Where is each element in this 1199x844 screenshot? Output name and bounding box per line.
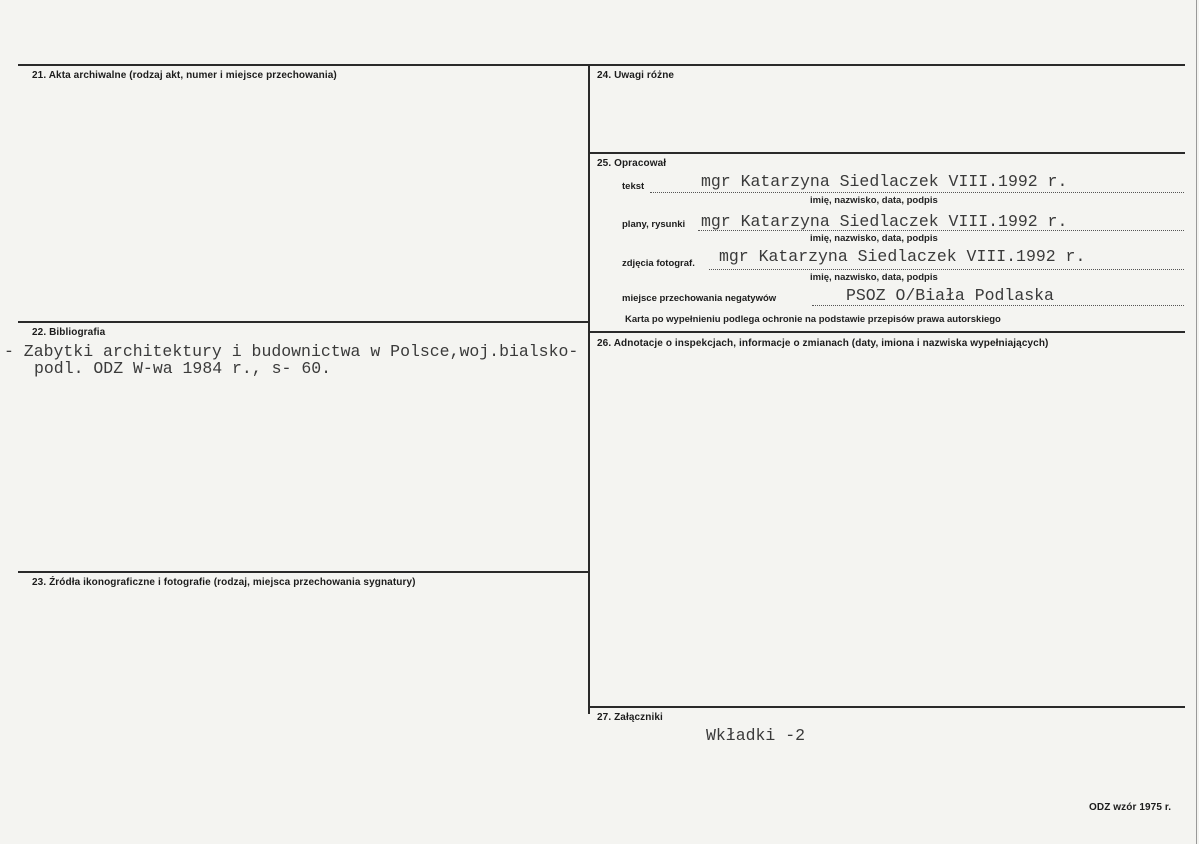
row-plany-caption: imię, nazwisko, data, podpis	[810, 233, 938, 244]
section-26-label: 26. Adnotacje o inspekcjach, informacje o zmianach (daty, imiona i nazwiska wypełniających)	[597, 338, 1049, 349]
section-21-label: 21. Akta archiwalne (rodzaj akt, numer i miejsce przechowania)	[32, 70, 337, 81]
row-tekst-value: mgr Katarzyna Siedlaczek VIII.1992 r.	[701, 172, 1068, 191]
row-tekst-label: tekst	[622, 181, 645, 192]
row-plany-label: plany, rysunki	[622, 219, 686, 230]
attachments-value: Wkładki -2	[706, 726, 806, 745]
row-zdjecia-caption: imię, nazwisko, data, podpis	[810, 272, 938, 283]
rule-27	[590, 706, 1185, 708]
row-negatywy-dotline	[812, 305, 1184, 306]
copyright-note: Karta po wypełnieniu podlega ochronie na podstawie przepisów prawa autorskiego	[625, 314, 1001, 325]
row-zdjecia-value: mgr Katarzyna Siedlaczek VIII.1992 r.	[719, 247, 1086, 266]
center-divider	[588, 64, 590, 714]
row-tekst-dotline	[650, 192, 1184, 193]
row-tekst-caption: imię, nazwisko, data, podpis	[810, 195, 938, 206]
rule-23	[18, 571, 589, 573]
form-version-footer: ODZ wzór 1975 r.	[1089, 802, 1172, 813]
rule-26	[590, 331, 1185, 333]
bibliography-line-1: - Zabytki architektury i budownictwa w Polsce,woj.bialsko-	[4, 342, 579, 361]
right-edge	[1196, 0, 1197, 844]
section-24-label: 24. Uwagi różne	[597, 70, 675, 81]
row-zdjecia-label: zdjęcia fotograf.	[622, 258, 695, 269]
row-zdjecia-dotline	[709, 269, 1184, 270]
row-negatywy-label: miejsce przechowania negatywów	[622, 293, 777, 304]
top-rule	[18, 64, 1185, 66]
section-27-label: 27. Załączniki	[597, 712, 663, 723]
section-22-label: 22. Bibliografia	[32, 327, 106, 338]
row-plany-value: mgr Katarzyna Siedlaczek VIII.1992 r.	[701, 212, 1068, 231]
section-23-label: 23. Źródła ikonograficzne i fotografie (rodzaj, miejsca przechowania sygnatury)	[32, 577, 416, 588]
rule-25	[590, 152, 1185, 154]
bibliography-line-2: podl. ODZ W-wa 1984 r., s- 60.	[34, 359, 332, 378]
section-25-label: 25. Opracował	[597, 158, 667, 169]
rule-22	[18, 321, 589, 323]
row-negatywy-value: PSOZ O/Biała Podlaska	[846, 286, 1054, 305]
